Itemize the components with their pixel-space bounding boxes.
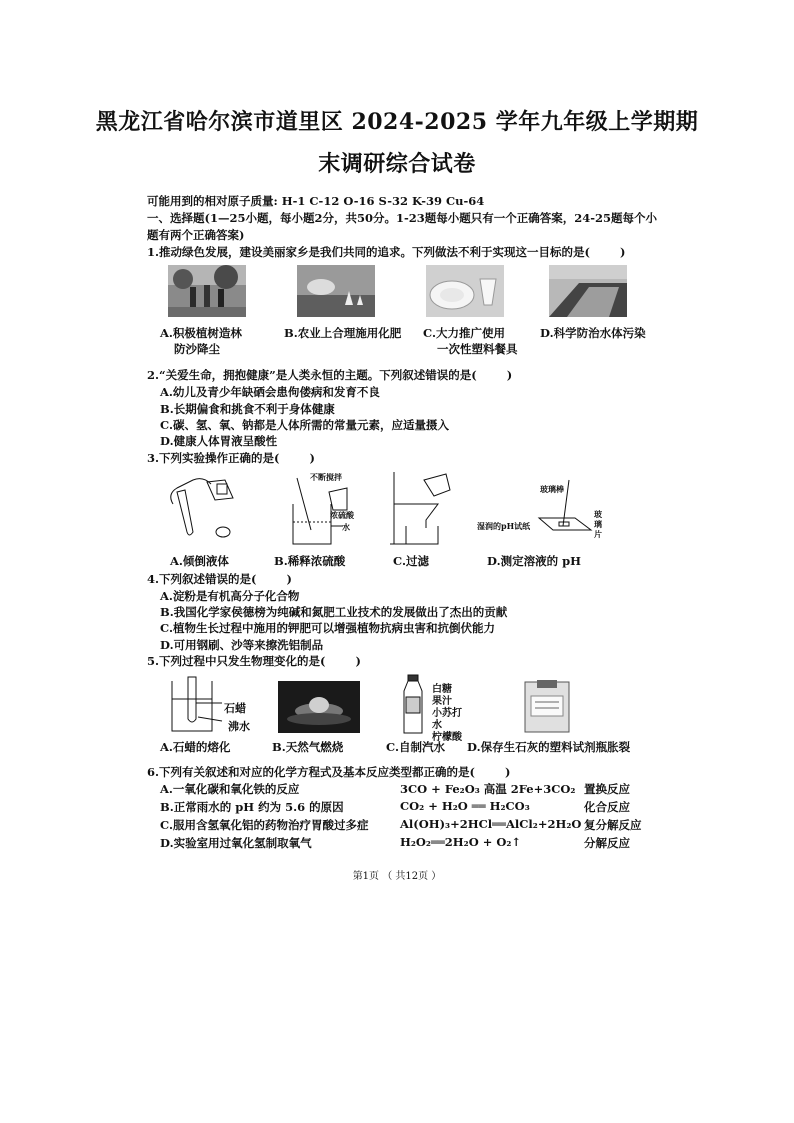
q5-label-boil: 沸水 (228, 720, 250, 733)
q5-label-soda: 小苏打 (432, 708, 462, 719)
q6-row-c-type: 复分解反应 (584, 818, 642, 832)
q5-b-photo (278, 681, 360, 733)
q4-stem (147, 571, 292, 587)
q6-stem (147, 764, 510, 780)
q6-row-c-desc: C.服用含氢氧化铝的药物治疗胃酸过多症 (160, 818, 369, 832)
q5-d-photo (523, 680, 571, 734)
q6-row-b-equation: CO₂ + H₂O ══ H₂CO₃ (400, 799, 530, 813)
q1-option-c-line1: C.大力推广使用 (423, 326, 505, 340)
q3-label-water: 水 (342, 522, 350, 532)
q1-a-photo (168, 265, 246, 317)
q4-option-d: D.可用钢刷、沙等来擦洗铝制品 (160, 638, 324, 652)
atomic-masses: 可能用到的相对原子质量: H-1 C-12 O-16 S-32 K-39 Cu-64 (147, 194, 485, 208)
q5-stem (147, 653, 361, 669)
q6-row-c-equation: Al(OH)₃+2HCl══AlCl₂+2H₂O (400, 817, 582, 831)
q5-label-water: 水 (432, 720, 442, 731)
q2-stem-text: 2.“关爱生命，拥抱健康”是人类永恒的主题。下列叙述错误的是( (147, 368, 477, 382)
q5-option-c: C.自制汽水 (386, 740, 445, 754)
q5-label-sugar: 白糖 (432, 684, 452, 695)
q1-option-a-line1: A.积极植树造林 (160, 326, 242, 340)
q1-c-photo (426, 265, 504, 317)
page-footer: 第1页 （ 共12页 ） (352, 871, 442, 882)
q6-row-d-type: 分解反应 (584, 836, 630, 850)
section1-line-1: 一、选择题(1—25小题，每小题2分，共50分。1-23题每小题只有一个正确答案，24-25题每个小 (147, 211, 658, 225)
q3-label-paper: 湿润的pH试纸 (477, 521, 531, 531)
q1-stem (147, 244, 625, 260)
q1-b-photo (297, 265, 375, 317)
q6-row-d-equation: H₂O₂══2H₂O + O₂↑ (400, 835, 522, 849)
q4-option-b: B.我国化学家侯德榜为纯碱和氮肥工业技术的发展做出了杰出的贡献 (160, 605, 508, 619)
q2-option-a: A.幼儿及青少年缺硒会患佝偻病和发育不良 (160, 385, 380, 399)
q6-row-d-desc: D.实验室用过氧化氢制取氧气 (160, 836, 312, 850)
q6-row-b-type: 化合反应 (584, 800, 630, 814)
title-line-1: 黑龙江省哈尔滨市道里区 2024-2025 学年九年级上学期期 (95, 109, 699, 135)
q5-c-diagram (398, 673, 428, 735)
q4-option-c: C.植物生长过程中施用的钾肥可以增强植物抗病虫害和抗倒伏能力 (160, 621, 495, 635)
q3-option-a: A.倾倒液体 (170, 554, 229, 568)
q3-label-glass-3: 片 (594, 529, 602, 539)
q5-option-b: B.天然气燃烧 (272, 740, 344, 754)
q3-c-diagram (388, 470, 458, 548)
q6-close: ) (504, 765, 511, 779)
q3-label-stir: 不断搅拌 (310, 472, 342, 482)
q2-option-d: D.健康人体胃液呈酸性 (160, 434, 278, 448)
q6-row-b-desc: B.正常雨水的 pH 约为 5.6 的原因 (160, 800, 344, 814)
q5-option-a: A.石蜡的熔化 (160, 740, 231, 754)
q1-stem-text: 1.推动绿色发展，建设美丽家乡是我们共同的追求。下列做法不利于实现这一目标的是( (147, 245, 590, 259)
q1-close: ) (619, 245, 626, 259)
q5-a-diagram (168, 673, 228, 733)
q6-row-a-type: 置换反应 (584, 782, 630, 796)
q1-option-d: D.科学防治水体污染 (540, 326, 646, 340)
q3-option-c: C.过滤 (393, 554, 429, 568)
q3-stem (147, 450, 315, 466)
q3-label-rod: 玻璃棒 (540, 484, 564, 494)
q5-label-citric: 柠檬酸 (432, 732, 462, 743)
q5-stem-text: 5.下列过程中只发生物理变化的是( (147, 654, 326, 668)
q3-stem-text: 3.下列实验操作正确的是( (147, 451, 280, 465)
q3-label-acid: 浓硫酸 (330, 510, 354, 520)
q5-label-wax: 石蜡 (224, 702, 246, 715)
q5-label-juice: 果汁 (432, 696, 452, 707)
q1-option-b: B.农业上合理施用化肥 (284, 326, 402, 340)
q2-stem (147, 367, 512, 383)
section1-line-2: 题有两个正确答案) (147, 228, 245, 242)
q1-option-c-line2: 一次性塑料餐具 (437, 342, 518, 356)
q6-stem-text: 6.下列有关叙述和对应的化学方程式及基本反应类型都正确的是( (147, 765, 475, 779)
q3-close: ) (309, 451, 315, 465)
q4-option-a: A.淀粉是有机高分子化合物 (160, 589, 300, 603)
q3-a-diagram (163, 470, 243, 548)
title-line-2: 末调研综合试卷 (318, 151, 476, 177)
q3-option-d: D.测定溶液的 pH (487, 554, 581, 568)
q2-option-c: C.碳、氢、氧、钠都是人体所需的常量元素，应适量摄入 (160, 418, 449, 432)
q2-close: ) (506, 368, 513, 382)
q2-option-b: B.长期偏食和挑食不利于身体健康 (160, 402, 335, 416)
q4-close: ) (286, 572, 292, 586)
q5-close: ) (355, 654, 361, 668)
q4-stem-text: 4.下列叙述错误的是( (147, 572, 257, 586)
q3-option-b: B.稀释浓硫酸 (274, 554, 346, 568)
q3-label-glass-2: 璃 (594, 519, 602, 529)
q6-row-a-equation: 3CO + Fe₂O₃ 高温 2Fe+3CO₂ (400, 782, 576, 796)
q5-option-d: D.保存生石灰的塑料试剂瓶胀裂 (467, 740, 631, 754)
q3-label-glass-1: 玻 (594, 509, 602, 519)
q1-option-a-line2: 防沙降尘 (174, 342, 220, 356)
q1-d-photo (549, 265, 627, 317)
q6-row-a-desc: A.一氧化碳和氧化铁的反应 (160, 782, 300, 796)
